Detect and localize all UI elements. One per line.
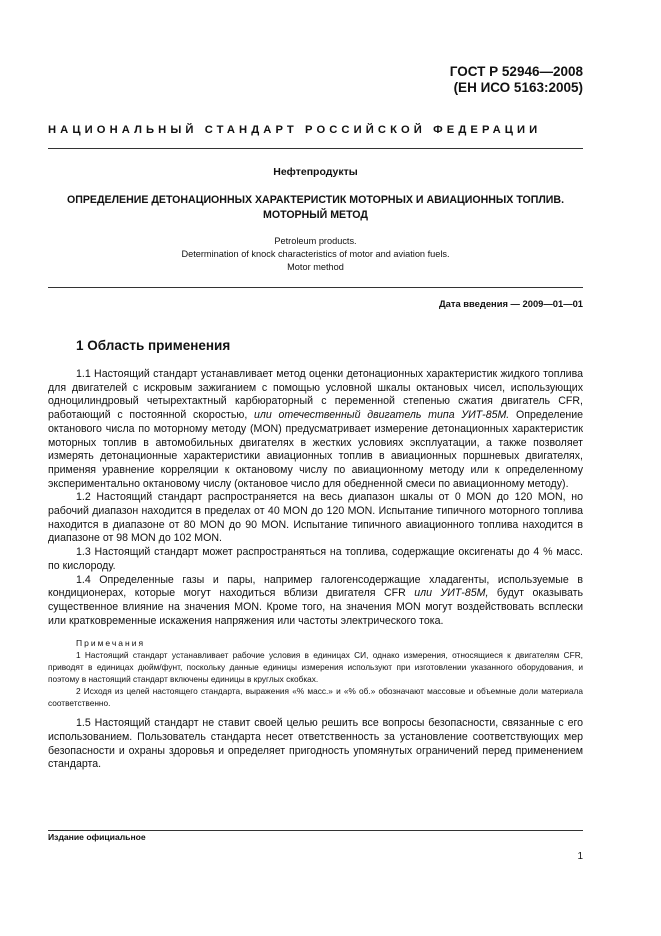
- paragraph-1-1-italic: или отечественный двигатель типа УИТ-85М.: [254, 409, 510, 422]
- paragraph-1-4-start: 1.4 Определенные газы и пары, например галогенсодержащие хладагенты, используемые в кондиционерах, которые могут находиться вблизи двигателя CFR: [48, 573, 583, 600]
- topic: Нефтепродукты: [273, 166, 358, 178]
- introduction-date: Дата введения — 2009—01—01: [438, 298, 583, 309]
- note-2: 2 Исходя из целей настоящего стандарта, выражения «% масс.» и «% об.» обозначают массовые и объемные доли материала соответственно.: [48, 686, 583, 709]
- title-line-2: МОТОРНЫЙ МЕТОД: [263, 209, 368, 221]
- divider-middle: [48, 287, 583, 288]
- paragraph-1-1-start: 1.1 Настоящий стандарт устанавливает метод оценки детонационных характеристик жидкого топлива для двигателей с искровым зажиганием с помощью условной шкалы октановых чисел, использующих одноцилиндровый четырехтактный карбюраторный с переменной степенью сжатия двигатель CFR, работающий с постоянной скоростью,: [48, 368, 583, 422]
- standard-number: ГОСТ Р 52946—2008: [449, 64, 583, 79]
- document-title: [48, 193, 583, 223]
- en-title-line-1: Petroleum products.: [274, 236, 357, 246]
- divider-bottom: [48, 830, 583, 831]
- english-title: [48, 235, 583, 274]
- standard-number-block: [450, 64, 583, 96]
- paragraph-1-1-end: Определение октанового числа по моторному методу (MON) предусматривает измерение детонационных характеристик моторных топлив в автомобильных двигателях в жестких условиях эксплуатации, а также позволяет измерять детонационные характеристики авиационных топлив в авиационных поршневых двигателях, применяя уравнение корреляции к октановому числу по авиационному методу или к определенному экспериментально октановому числу (октановое число для обедненной смеси по авиационному методу).: [48, 409, 584, 490]
- notes-heading: Примечания: [76, 638, 146, 649]
- paragraph-1-5: 1.5 Настоящий стандарт не ставит своей целью решить все вопросы безопасности, связанные с его использованием. Пользователь стандарта несет ответственность за установление соответствующих мер безопасности и охраны здоровья и определяет пригодность упомянутых ограничений перед применением стандарта.: [48, 717, 583, 771]
- en-standard-number: (ЕН ИСО 5163:2005): [453, 80, 583, 95]
- paragraph-1-4-end: будут оказывать существенное влияние на значения MON. Кроме того, на значения MON могут воздействовать всплески или кратковременные искажения напряжения или частоты электрического тока.: [48, 587, 583, 627]
- en-title-line-3: Motor method: [287, 262, 344, 272]
- paragraph-1-4-italic: или УИТ-85М,: [414, 587, 489, 600]
- national-standard-line: НАЦИОНАЛЬНЫЙ СТАНДАРТ РОССИЙСКОЙ ФЕДЕРАЦИИ: [48, 124, 542, 136]
- official-edition: Издание официальное: [48, 832, 146, 842]
- divider-top: [48, 148, 583, 149]
- title-line-1: ОПРЕДЕЛЕНИЕ ДЕТОНАЦИОННЫХ ХАРАКТЕРИСТИК МОТОРНЫХ И АВИАЦИОННЫХ ТОПЛИВ.: [66, 194, 565, 206]
- paragraph-1-1: [48, 368, 583, 491]
- paragraph-1-2: 1.2 Настоящий стандарт распространяется на весь диапазон шкалы от 0 MON до 120 MON, но рабочий диапазон находится в пределах от 40 MON до 120 MON. Испытание типичного моторного топлива находится в диапазоне от 80 MON до 90 MON. Испытание типичного авиационного топлива находится в диапазоне от 98 MON до 102 MON.: [48, 491, 583, 545]
- paragraph-1-3: 1.3 Настоящий стандарт может распространяться на топлива, содержащие оксигенаты до 4 % масс. по кислороду.: [48, 546, 583, 572]
- en-title-line-2: Determination of knock characteristics of motor and aviation fuels.: [181, 249, 450, 259]
- page-number: 1: [577, 851, 583, 862]
- section-heading: 1 Область применения: [76, 338, 231, 353]
- note-1: 1 Настоящий стандарт устанавливает рабочие условия в единицах СИ, однако измерения, относящиеся к двигателям CFR, приводят в единицах дюйм/фунт, поскольку данные единицы измерения используют при изготовлении указанного оборудования, и поэтому в настоящий стандарт включены единицы в круглых скобках.: [48, 650, 583, 685]
- section-body: [48, 368, 583, 772]
- paragraph-1-4: [48, 574, 583, 629]
